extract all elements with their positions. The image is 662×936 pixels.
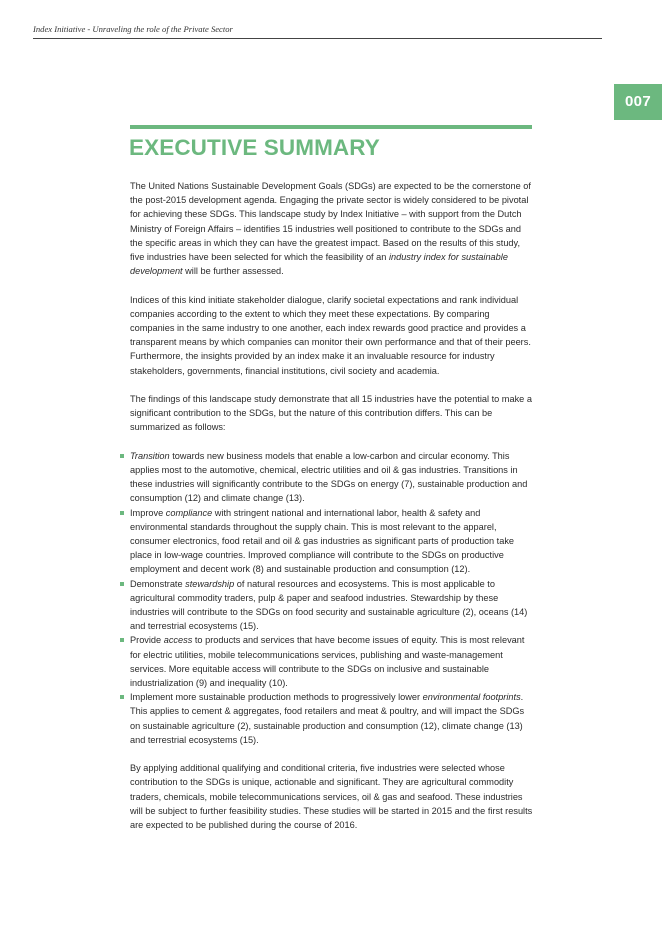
page-number-tab: 007 — [614, 84, 662, 120]
closing-paragraph: By applying additional qualifying and conditional criteria, five industries were selected whose contribution to the SDGs is unique, actionable and significant. They are agricultural commodity traders, chemicals, mobile telecommunications services, oil & gas and seafood. These industries will be subject to further feasibility studies. These studies will be started in 2015 and the first results are expected to be published during the course of 2016. — [130, 763, 533, 831]
intro-text-a: The United Nations Sustainable Development Goals (SDGs) are expected to be the cornerstone of the post-2015 development agenda. Engaging the private sector is widely considered to be pivotal for achieving these SDGs. This landscape study by Index Initiative – with support from the Dutch Ministry of Foreign Affairs – identifies 15 industries well positioned to contribute to the SDGs and the specific areas in which they can have the greatest impact. Based on the results of this study, five industries have been selected for which the feasibility of an — [130, 181, 531, 263]
intro-emphasis: industry index for sustainable development — [130, 252, 508, 277]
bullet-emphasis: stewardship — [185, 578, 235, 589]
bullet-emphasis: environmental footprints — [422, 692, 521, 703]
bullet-text: Provide — [130, 635, 164, 646]
list-item — [130, 690, 534, 747]
section-title: EXECUTIVE SUMMARY — [129, 135, 380, 160]
list-item — [130, 506, 534, 577]
bullet-text: with stringent national and international labor, health & safety and environmental standards throughout the supply chain. This is most relevant to the apparel, consumer electronics, food retail and oil & gas industries as significant parts of production take place in low-wage countries. Improved compliance will contribute to the SDGs on productive employment and decent work (8) and sustainable production and consumption (12). — [130, 507, 515, 575]
indices-paragraph: Indices of this kind initiate stakeholder dialogue, clarify societal expectations and rank individual companies according to the extent to which they meet these expectations. By comparing companies in the same industry to one another, each index rewards good practice and provides a transparent means by which companies can monitor their own performance and that of their peers. Furthermore, the insights provided by an index make it an invaluable resource for industry stakeholders, governments, financial institutions, civil society and academia. — [130, 294, 531, 376]
findings-paragraph: The findings of this landscape study demonstrate that all 15 industries have the potential to make a significant contribution to the SDGs, but the nature of this contribution differs. This can be summarized as follows: — [130, 394, 532, 433]
bullet-emphasis: Transition — [130, 450, 170, 461]
list-item — [130, 633, 534, 690]
bullet-text: . This applies to cement & aggregates, food retailers and meat & poultry, and will impact the SDGs on sustainable agriculture (2), sustainable production and consumption (12), climate change (13) and terrestrial ecosystems (15). — [130, 692, 525, 745]
body-text — [130, 179, 534, 846]
bullet-text: Improve — [130, 507, 166, 518]
intro-text-b: will be further assessed. — [182, 266, 284, 277]
bullet-text: to products and services that have become issues of equity. This is most relevant for electric utilities, mobile telecommunications services, publishing and waste-management services. More equitable access will contribute to the SDGs on inclusive and sustainable industrialization (9) and inequality (10). — [130, 635, 525, 689]
bullet-emphasis: compliance — [165, 507, 213, 518]
bullet-text: towards new business models that enable a low-carbon and circular economy. This applies most to the automotive, chemical, electric utilities and oil & gas industries. Transitions in these industries will significantly contribute to the SDGs on energy (7), sustainable production and consumption (12) and climate change (13). — [130, 450, 528, 504]
bullet-emphasis: access — [163, 635, 193, 646]
intro-paragraph — [130, 179, 534, 278]
running-header: Index Initiative - Unraveling the role of the Private Sector — [33, 24, 602, 39]
bullet-text: Implement more sustainable production methods to progressively lower — [130, 692, 423, 703]
bullet-text: Demonstrate — [130, 578, 186, 589]
list-item — [130, 449, 534, 506]
bullet-text: of natural resources and ecosystems. This is most applicable to agricultural commodity traders, pulp & paper and seafood industries. Stewardship by these industries will contribute to the SDGs on food security and sustainable agriculture (2), oceans (14) and terrestrial ecosystems (15). — [130, 578, 528, 632]
title-rule — [130, 125, 532, 129]
list-item — [130, 577, 534, 634]
findings-list — [130, 449, 534, 747]
